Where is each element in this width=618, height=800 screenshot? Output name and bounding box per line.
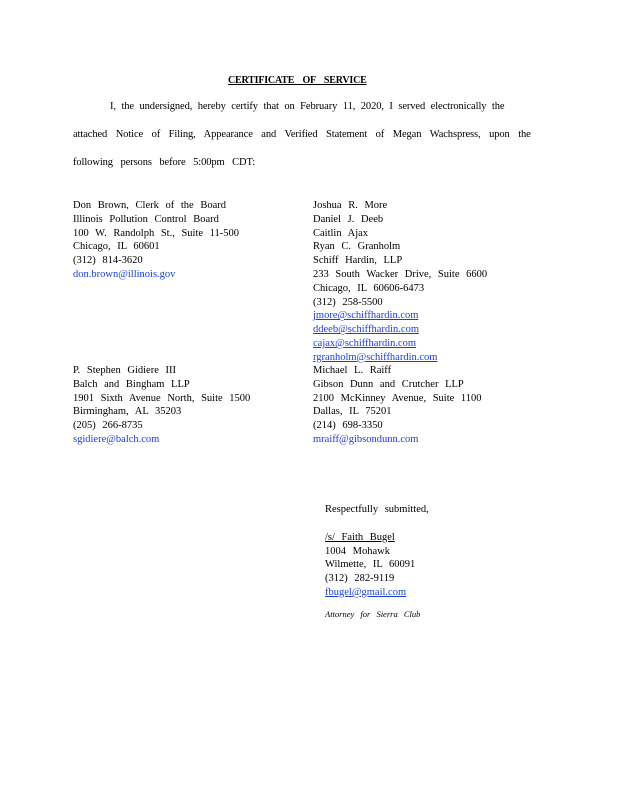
recipient-email-link[interactable]: sgidiere@balch.com	[73, 433, 160, 445]
recipient-block-schiff	[313, 199, 487, 365]
recipient-email-link[interactable]: mraiff@gibsondunn.com	[313, 433, 419, 445]
signature-address-2: Wilmette, IL 60091	[325, 559, 416, 571]
recipient-org: Balch and Bingham LLP	[73, 378, 190, 390]
recipient-phone: (205) 266-8735	[73, 420, 143, 432]
recipient-org: Illinois Pollution Control Board	[73, 213, 219, 225]
paragraph-line-3: following persons before 5:00pm CDT:	[73, 157, 256, 168]
recipient-address-2: Birmingham, AL 35203	[73, 406, 182, 418]
recipient-org: Gibson Dunn and Crutcher LLP	[313, 378, 464, 390]
recipient-name: Michael L. Raiff	[313, 365, 392, 376]
recipient-block-gibson	[313, 364, 482, 447]
recipient-address-2: Chicago, IL 60601	[73, 241, 160, 253]
recipient-address-2: Chicago, IL 60606-6473	[313, 282, 425, 294]
signature-email-link[interactable]: fbugel@gmail.com	[325, 586, 407, 598]
closing-text: Respectfully submitted,	[325, 504, 429, 515]
recipient-name-4: Ryan C. Granholm	[313, 241, 401, 253]
recipient-phone: (214) 698-3350	[313, 420, 383, 432]
signature-address-1: 1004 Mohawk	[325, 545, 390, 557]
recipient-address-1: 233 South Wacker Drive, Suite 6600	[313, 268, 488, 280]
signature-block	[325, 503, 429, 622]
recipient-name-1: Joshua R. More	[313, 200, 388, 211]
document-title: CERTIFICATE OF SERVICE	[228, 75, 367, 86]
signature-phone: (312) 282-9119	[325, 573, 395, 585]
recipient-name-3: Caitlin Ajax	[313, 227, 369, 239]
recipient-phone: (312) 258-5500	[313, 296, 383, 308]
recipient-email-link[interactable]: don.brown@illinois.gov	[73, 268, 176, 280]
paragraph-line-2: attached Notice of Filing, Appearance and Verified Statement of Megan Wachspress, upon the	[73, 129, 531, 140]
recipient-name-2: Daniel J. Deeb	[313, 213, 384, 225]
recipient-email-link-3[interactable]: cajax@schiffhardin.com	[313, 337, 417, 349]
recipient-name: Don Brown, Clerk of the Board	[73, 200, 226, 211]
recipient-org: Schiff Hardin, LLP	[313, 255, 403, 267]
recipient-email-link-4[interactable]: rgranholm@schiffhardin.com	[313, 351, 438, 363]
signature-role: Attorney for Sierra Club	[325, 608, 421, 619]
signature-line: /s/ Faith Bugel	[325, 531, 395, 543]
recipient-block-balch	[73, 364, 250, 447]
recipient-name: P. Stephen Gidiere III	[73, 365, 176, 376]
recipient-address-1: 1901 Sixth Avenue North, Suite 1500	[73, 392, 251, 404]
recipient-email-link-1[interactable]: jmore@schiffhardin.com	[313, 310, 419, 322]
recipient-email-link-2[interactable]: ddeeb@schiffhardin.com	[313, 324, 419, 336]
recipient-address-2: Dallas, IL 75201	[313, 406, 392, 418]
paragraph-line-1: I, the undersigned, hereby certify that on February 11, 2020, I served electronically the	[110, 101, 505, 112]
recipient-block-clerk	[73, 199, 239, 282]
recipient-address-1: 2100 McKinney Avenue, Suite 1100	[313, 392, 482, 404]
recipient-address-1: 100 W. Randolph St., Suite 11-500	[73, 227, 240, 239]
recipient-phone: (312) 814-3620	[73, 255, 143, 267]
